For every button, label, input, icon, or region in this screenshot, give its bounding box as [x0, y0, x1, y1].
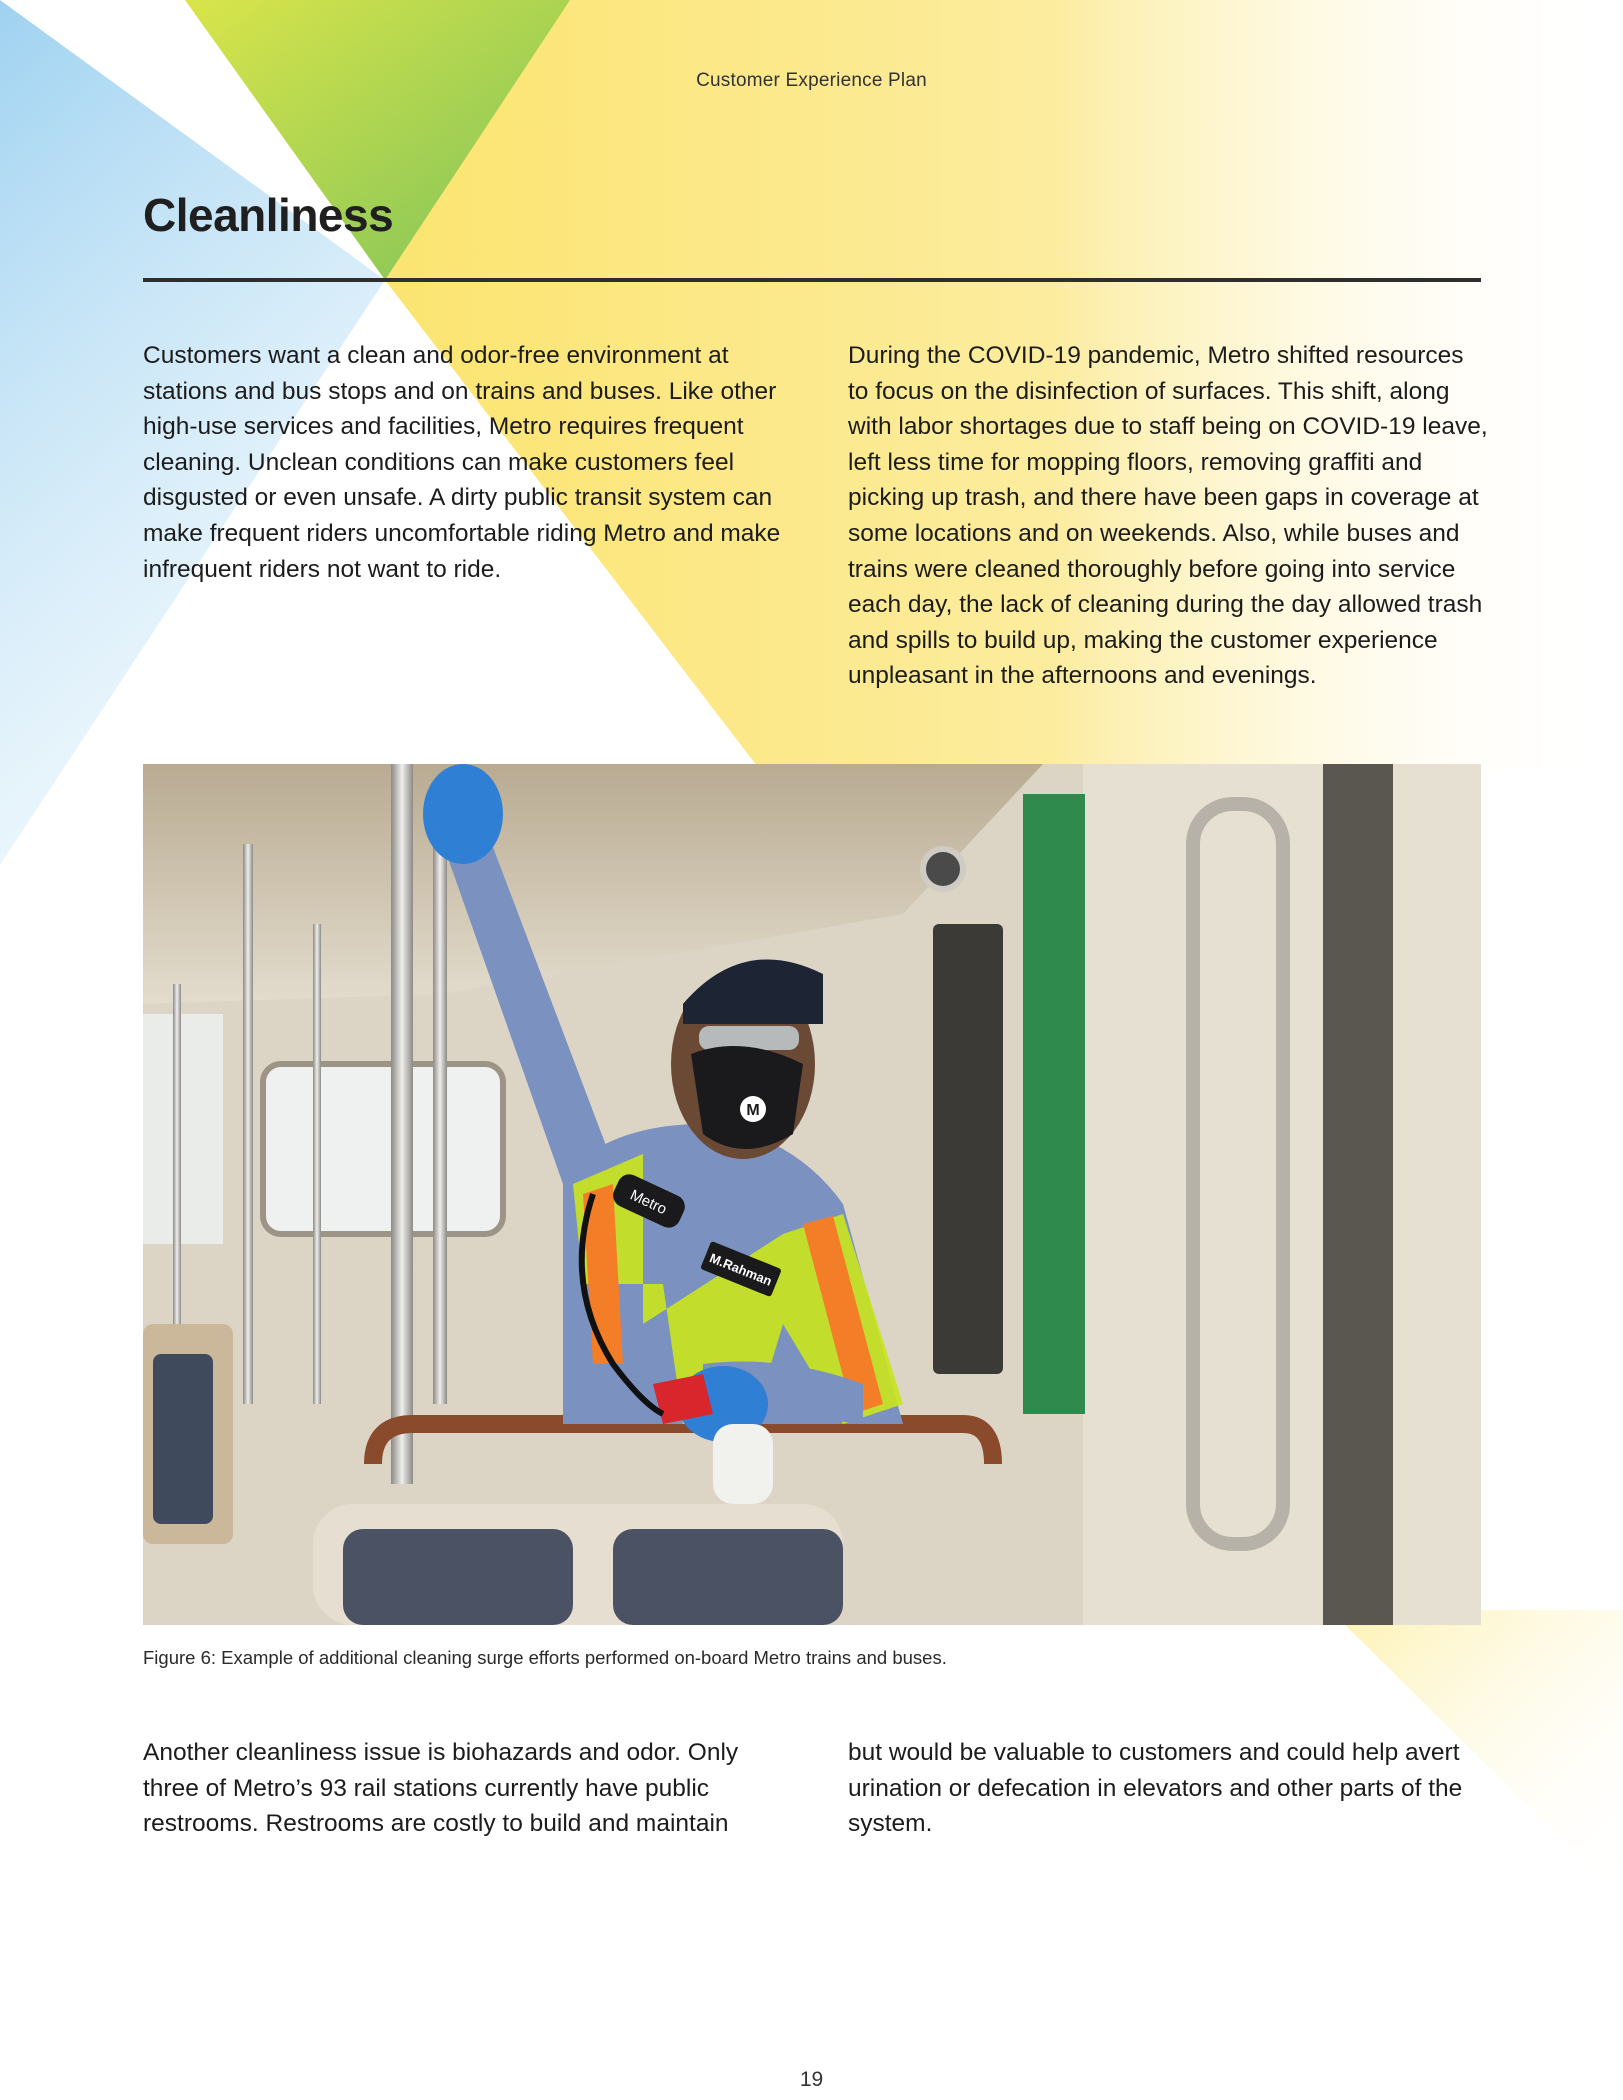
intro-left-paragraph: Customers want a clean and odor-free environment at stations and bus stops and on trains and buses. Like other high-use services and facilities, Metro requires frequent cleaning. Unclean conditions can make customers feel disgusted or even unsafe. A dirty public transit system can make frequent riders uncomfortable riding Metro and make infrequent riders not want to ride.: [143, 342, 781, 583]
page-title: Cleanliness: [143, 189, 394, 241]
grab-pole: [433, 844, 447, 1404]
front-seat-fabric: [613, 1529, 843, 1625]
mask-logo: M: [746, 1102, 760, 1119]
grab-pole: [243, 844, 253, 1404]
intro-right-paragraph: During the COVID-19 pandemic, Metro shifted resources to focus on the disinfection of surfaces. This shift, along with labor shortages due to staff being on COVID-19 leave, left less time for mopping floors, removing graffiti and picking up trash, and there have been gaps in coverage at some locations and on weekends. Also, while buses and trains were cleaned thoroughly before going into service each day, the lack of cleaning during the day allowed trash and spills to build up, making the customer experience unpleasant in the afternoons and evenings.: [848, 342, 1488, 690]
side-window: [143, 1014, 223, 1244]
title-divider: [143, 278, 1481, 282]
figure-photo: [143, 764, 1481, 1625]
running-header: Customer Experience Plan: [696, 70, 927, 91]
security-camera: [923, 849, 963, 889]
far-window: [263, 1064, 503, 1234]
name-tag-text: M.Rahman: [707, 1250, 775, 1289]
front-seat-fabric: [343, 1529, 573, 1625]
continuation-left-paragraph: Another cleanliness issue is biohazards and odor. Only three of Metro’s 93 rail stations currently have public restrooms. Restrooms are costly to build and maintain: [143, 1739, 739, 1838]
blue-glove-raised: [423, 764, 503, 864]
spray-bottle: [713, 1424, 773, 1504]
ad-panel: [1023, 794, 1085, 1414]
grab-pole: [391, 764, 413, 1484]
safety-glasses: [699, 1026, 799, 1050]
page-number: 19: [799, 2068, 824, 2091]
door-window: [1323, 764, 1393, 1625]
uniform-patch-text: Metro: [627, 1186, 670, 1219]
left-door-window: [933, 924, 1003, 1374]
grab-pole: [313, 924, 321, 1404]
continuation-right-paragraph: but would be valuable to customers and could help avert urination or defecation in elevators and other parts of the system.: [848, 1739, 1463, 1838]
seat-cushion: [153, 1354, 213, 1524]
figure-caption: Figure 6: Example of additional cleaning surge efforts performed on-board Metro trains and buses.: [143, 1647, 947, 1668]
